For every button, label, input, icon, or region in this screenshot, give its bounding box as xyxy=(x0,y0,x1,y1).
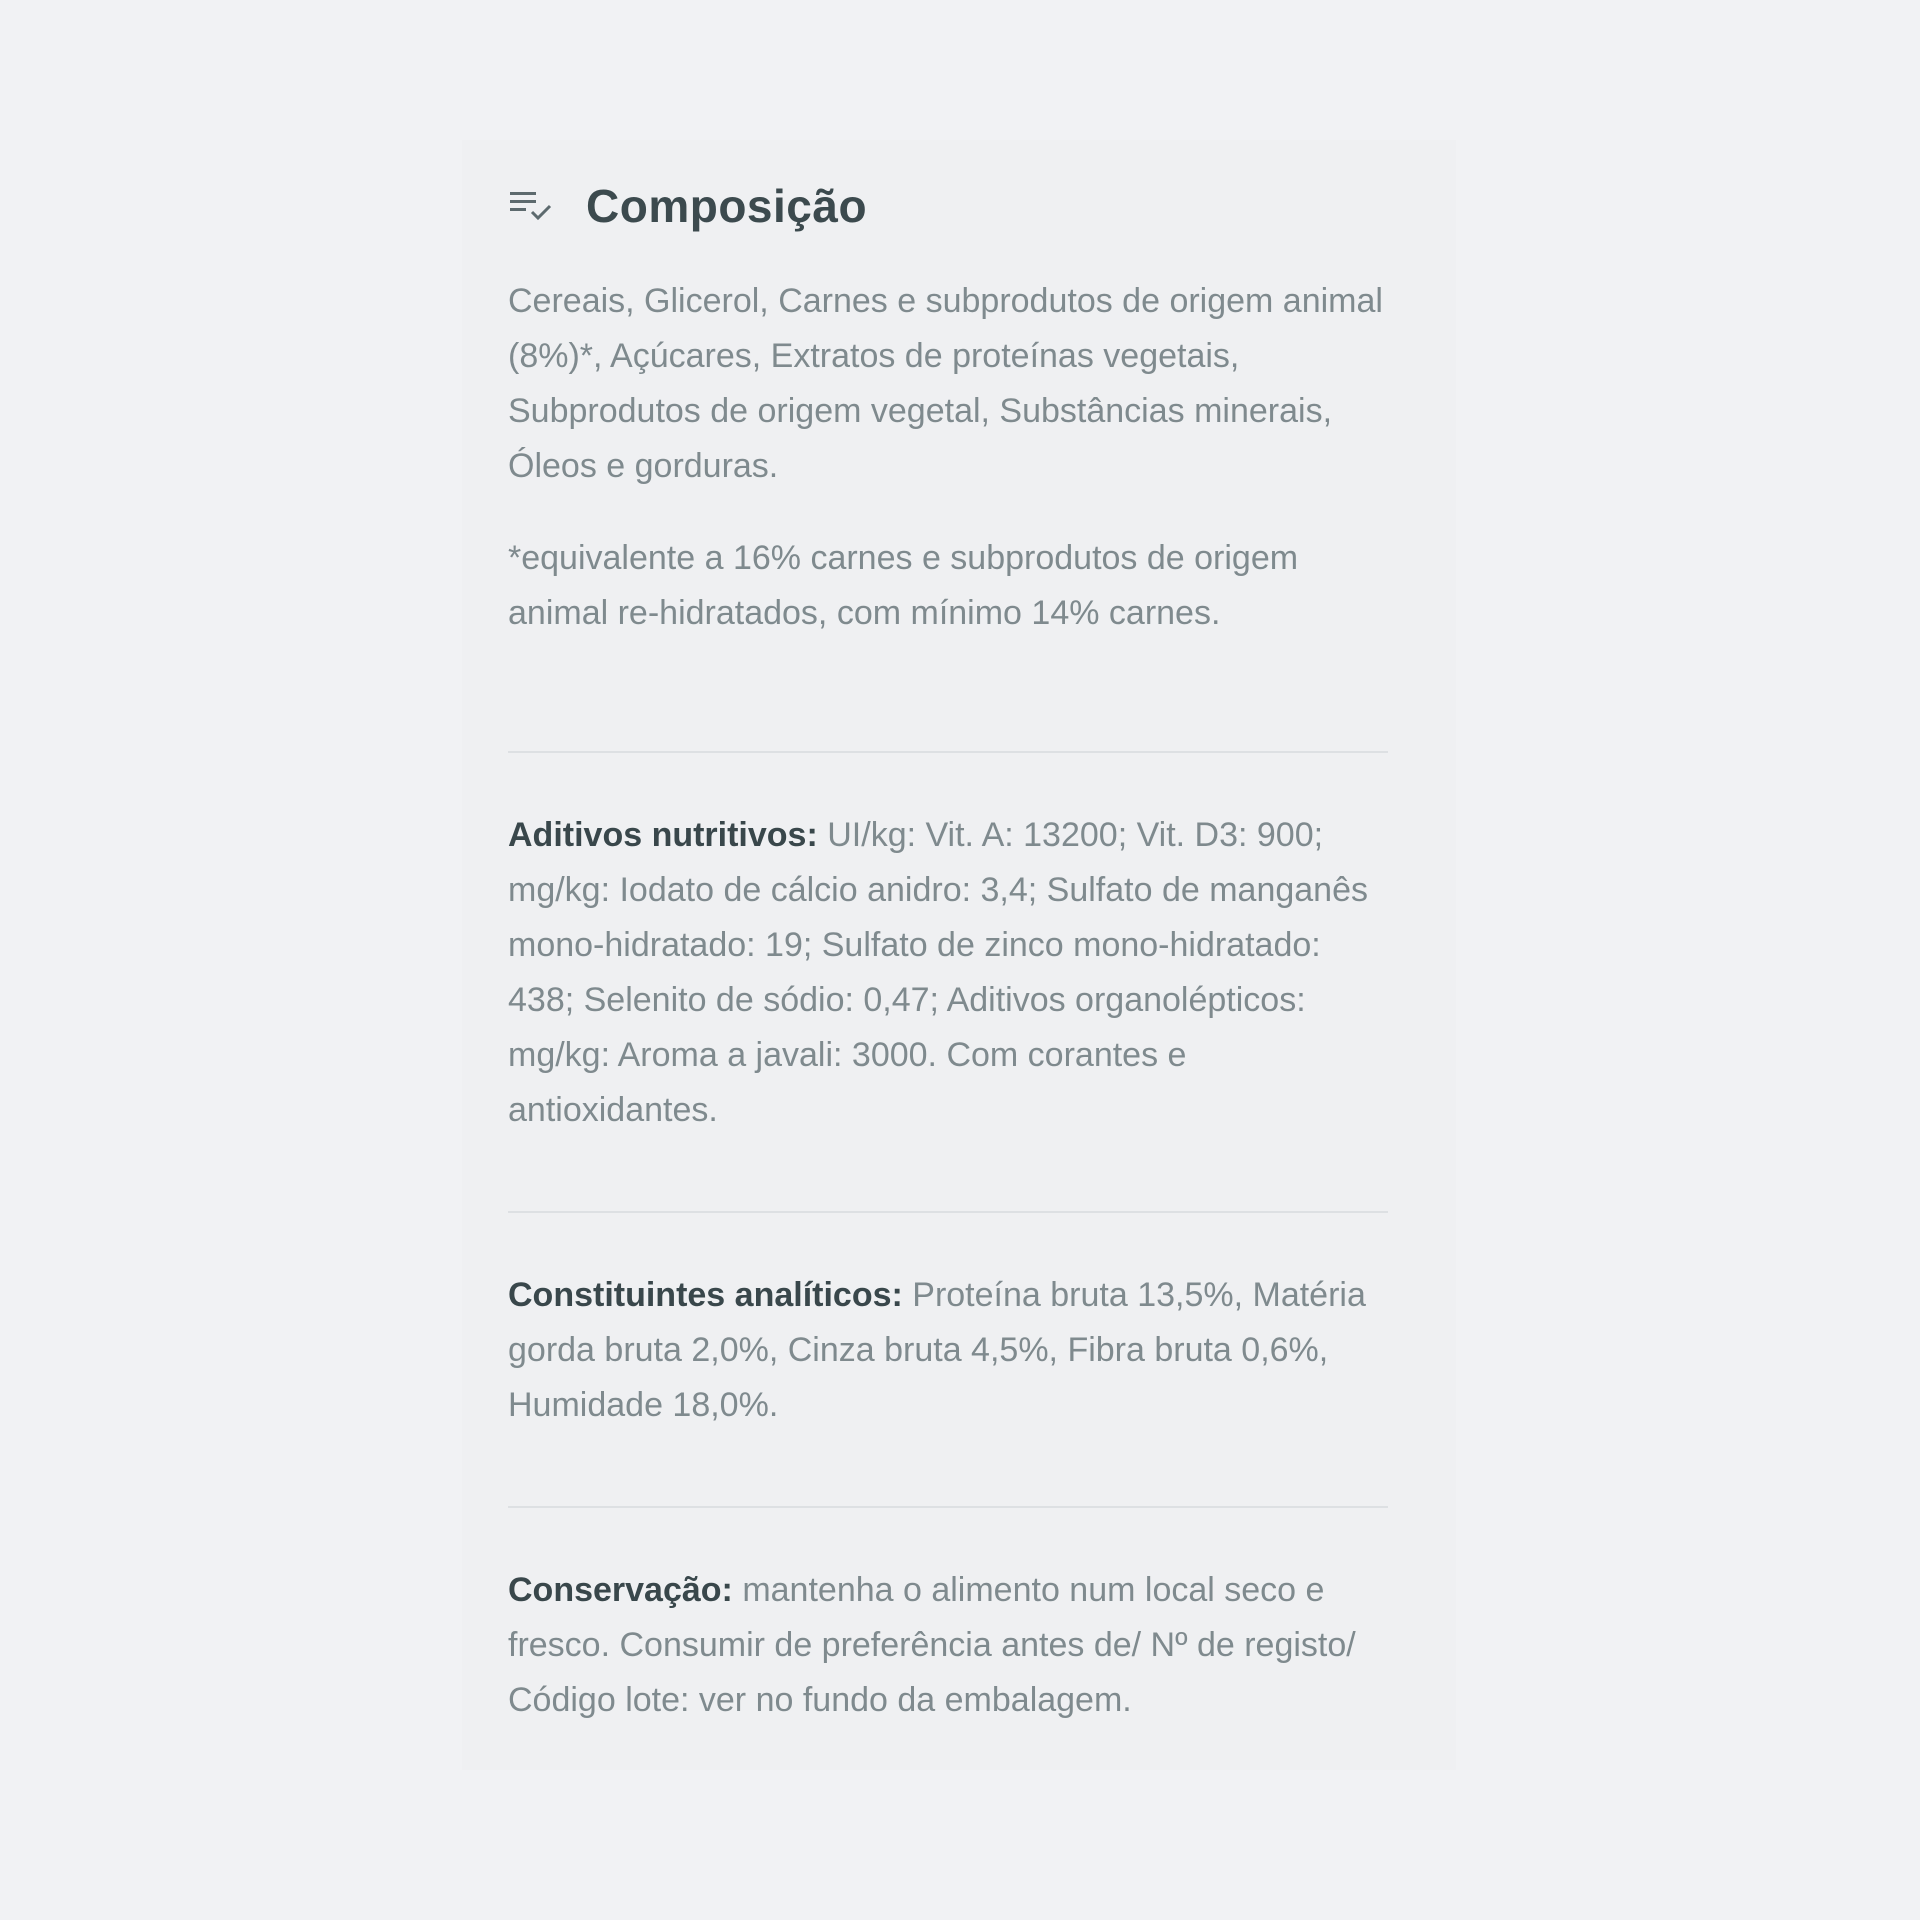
analytical-text: Proteína bruta 13,5%, Matéria gorda bruta 2,0%, Cinza bruta 4,5%, Fibra bruta 0,6%, Humidade 18,0%. xyxy=(508,1276,1366,1424)
divider xyxy=(508,751,1388,753)
composition-text: Cereais, Glicerol, Carnes e subprodutos de origem animal (8%)*, Açúcares, Extratos de proteínas vegetais, Subprodutos de origem vegetal, Substâncias minerais, Óleos e gorduras. xyxy=(508,282,1383,485)
analytical-label: Constituintes analíticos: xyxy=(508,1276,903,1314)
divider xyxy=(508,1506,1388,1508)
additives-label: Aditivos nutritivos: xyxy=(508,816,818,854)
analytical-paragraph xyxy=(508,1268,1388,1433)
additives-paragraph xyxy=(508,808,1388,1138)
conservation-paragraph xyxy=(508,1563,1388,1728)
list-check-icon xyxy=(508,184,560,228)
composition-section xyxy=(508,170,1388,1728)
section-header xyxy=(508,170,1388,242)
section-title: Composição xyxy=(586,180,868,232)
conservation-text: mantenha o alimento num local seco e fresco. Consumir de preferência antes de/ Nº de registo/ Código lote: ver no fundo da embalagem. xyxy=(508,1571,1356,1719)
conservation-label: Conservação: xyxy=(508,1571,733,1609)
composition-note: *equivalente a 16% carnes e subprodutos de origem animal re-hidratados, com mínimo 14% carnes. xyxy=(508,539,1299,632)
divider xyxy=(508,1211,1388,1213)
additives-text: UI/kg: Vit. A: 13200; Vit. D3: 900; mg/kg: Iodato de cálcio anidro: 3,4; Sulfato de manganês mono-hidratado: 19; Sulfato de zinco mono-hidratado: 438; Selenito de sódio: 0,47; Aditivos organolépticos: mg/kg: Aroma a javali: 3000. Com corantes e antioxidantes. xyxy=(508,816,1368,1129)
